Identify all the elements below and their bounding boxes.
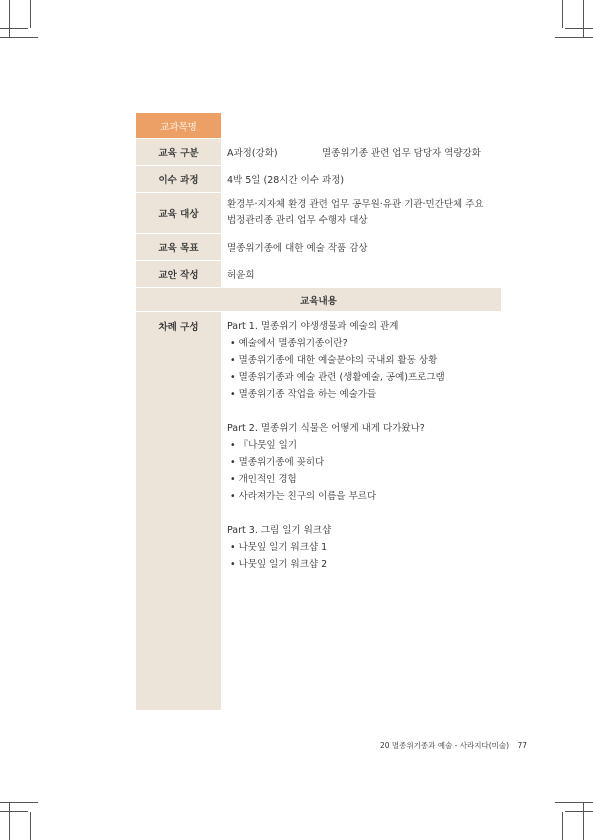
spacer — [227, 505, 501, 522]
spacer — [227, 403, 501, 420]
crop-mark — [0, 28, 28, 29]
table-header-row — [136, 113, 501, 139]
contents-list — [222, 312, 501, 710]
row-value: 허윤희 — [222, 261, 501, 287]
crop-mark — [9, 0, 10, 38]
crop-mark — [30, 0, 31, 28]
crop-mark — [562, 812, 563, 840]
content-line: Part 2. 멸종위기 식물은 어떻게 내게 다가왔나? — [227, 423, 425, 434]
crop-mark — [0, 37, 38, 38]
crop-mark — [565, 811, 593, 812]
table-row — [136, 261, 501, 288]
target-line-1: 환경부·지자체 환경 관련 업무 공무원·유관 기관·민간단체 주요 — [227, 199, 484, 210]
content-line: Part 3. 그림 일기 워크샵 — [227, 525, 332, 536]
content-line: Part 1. 멸종위기 야생생물과 예술의 관계 — [227, 321, 399, 332]
page-number: 77 — [517, 741, 528, 750]
content-line: • 개인적인 경험 — [230, 474, 297, 485]
content-line: • 나뭇잎 일기 워크샵 2 — [230, 559, 328, 570]
target-line-2: 법정관리종 관리 업무 수행자 대상 — [227, 215, 368, 226]
running-title: 20 멸종위기종과 예술 - 사라지다(미술) — [380, 741, 510, 750]
crop-mark — [0, 802, 38, 803]
page-footer — [380, 740, 527, 751]
table-row — [136, 234, 501, 261]
course-type-description: 멸종위기종 관련 업무 담당자 역량강화 — [322, 148, 481, 159]
course-info-table — [136, 113, 501, 711]
content-line: • 멸종위기종과 예술 관련 (생활예술, 공예)프로그램 — [230, 372, 445, 383]
crop-mark — [562, 0, 563, 28]
table-row — [136, 166, 501, 193]
content-line: • 나뭇잎 일기 워크샵 1 — [230, 542, 328, 553]
crop-mark — [555, 802, 593, 803]
content-line: • 사라져가는 친구의 이름을 부르다 — [230, 491, 377, 502]
content-line: • 멸종위기종에 꽂히다 — [230, 457, 325, 468]
header-label: 교과목명 — [136, 113, 222, 138]
row-label: 교안 작성 — [136, 261, 222, 287]
course-title: 멸종위기종과 예술 - 사라지다(미술) — [222, 113, 501, 138]
row-label: 교육 목표 — [136, 234, 222, 260]
crop-mark — [9, 802, 10, 840]
row-label: 교육 대상 — [136, 193, 222, 233]
crop-mark — [583, 802, 584, 840]
table-row — [136, 193, 501, 234]
section-subheader-row — [136, 288, 501, 312]
content-line: • 멸종위기종에 대한 예술분야의 국내외 활동 상황 — [230, 355, 438, 366]
row-label: 교육 구분 — [136, 139, 222, 165]
row-value: 멸종위기종에 대한 예술 작품 감상 — [222, 234, 501, 260]
content-line: • 멸종위기종 작업을 하는 예술가들 — [230, 389, 377, 400]
crop-mark — [565, 28, 593, 29]
row-value — [222, 193, 501, 233]
crop-mark — [555, 37, 593, 38]
crop-mark — [30, 812, 31, 840]
table-row — [136, 139, 501, 166]
row-label: 차례 구성 — [136, 312, 222, 710]
content-line: • 『나뭇잎 일기 — [230, 440, 298, 451]
content-line: • 예술에서 멸종위기종이란? — [230, 338, 348, 349]
table-row — [136, 312, 501, 711]
crop-mark — [0, 811, 28, 812]
row-value: 4박 5일 (28시간 이수 과정) — [222, 166, 501, 192]
row-label: 이수 과정 — [136, 166, 222, 192]
course-type: A과정(강화) — [227, 148, 278, 159]
section-subheader: 교육내용 — [300, 295, 337, 307]
crop-mark — [583, 0, 584, 38]
row-value — [222, 139, 501, 165]
